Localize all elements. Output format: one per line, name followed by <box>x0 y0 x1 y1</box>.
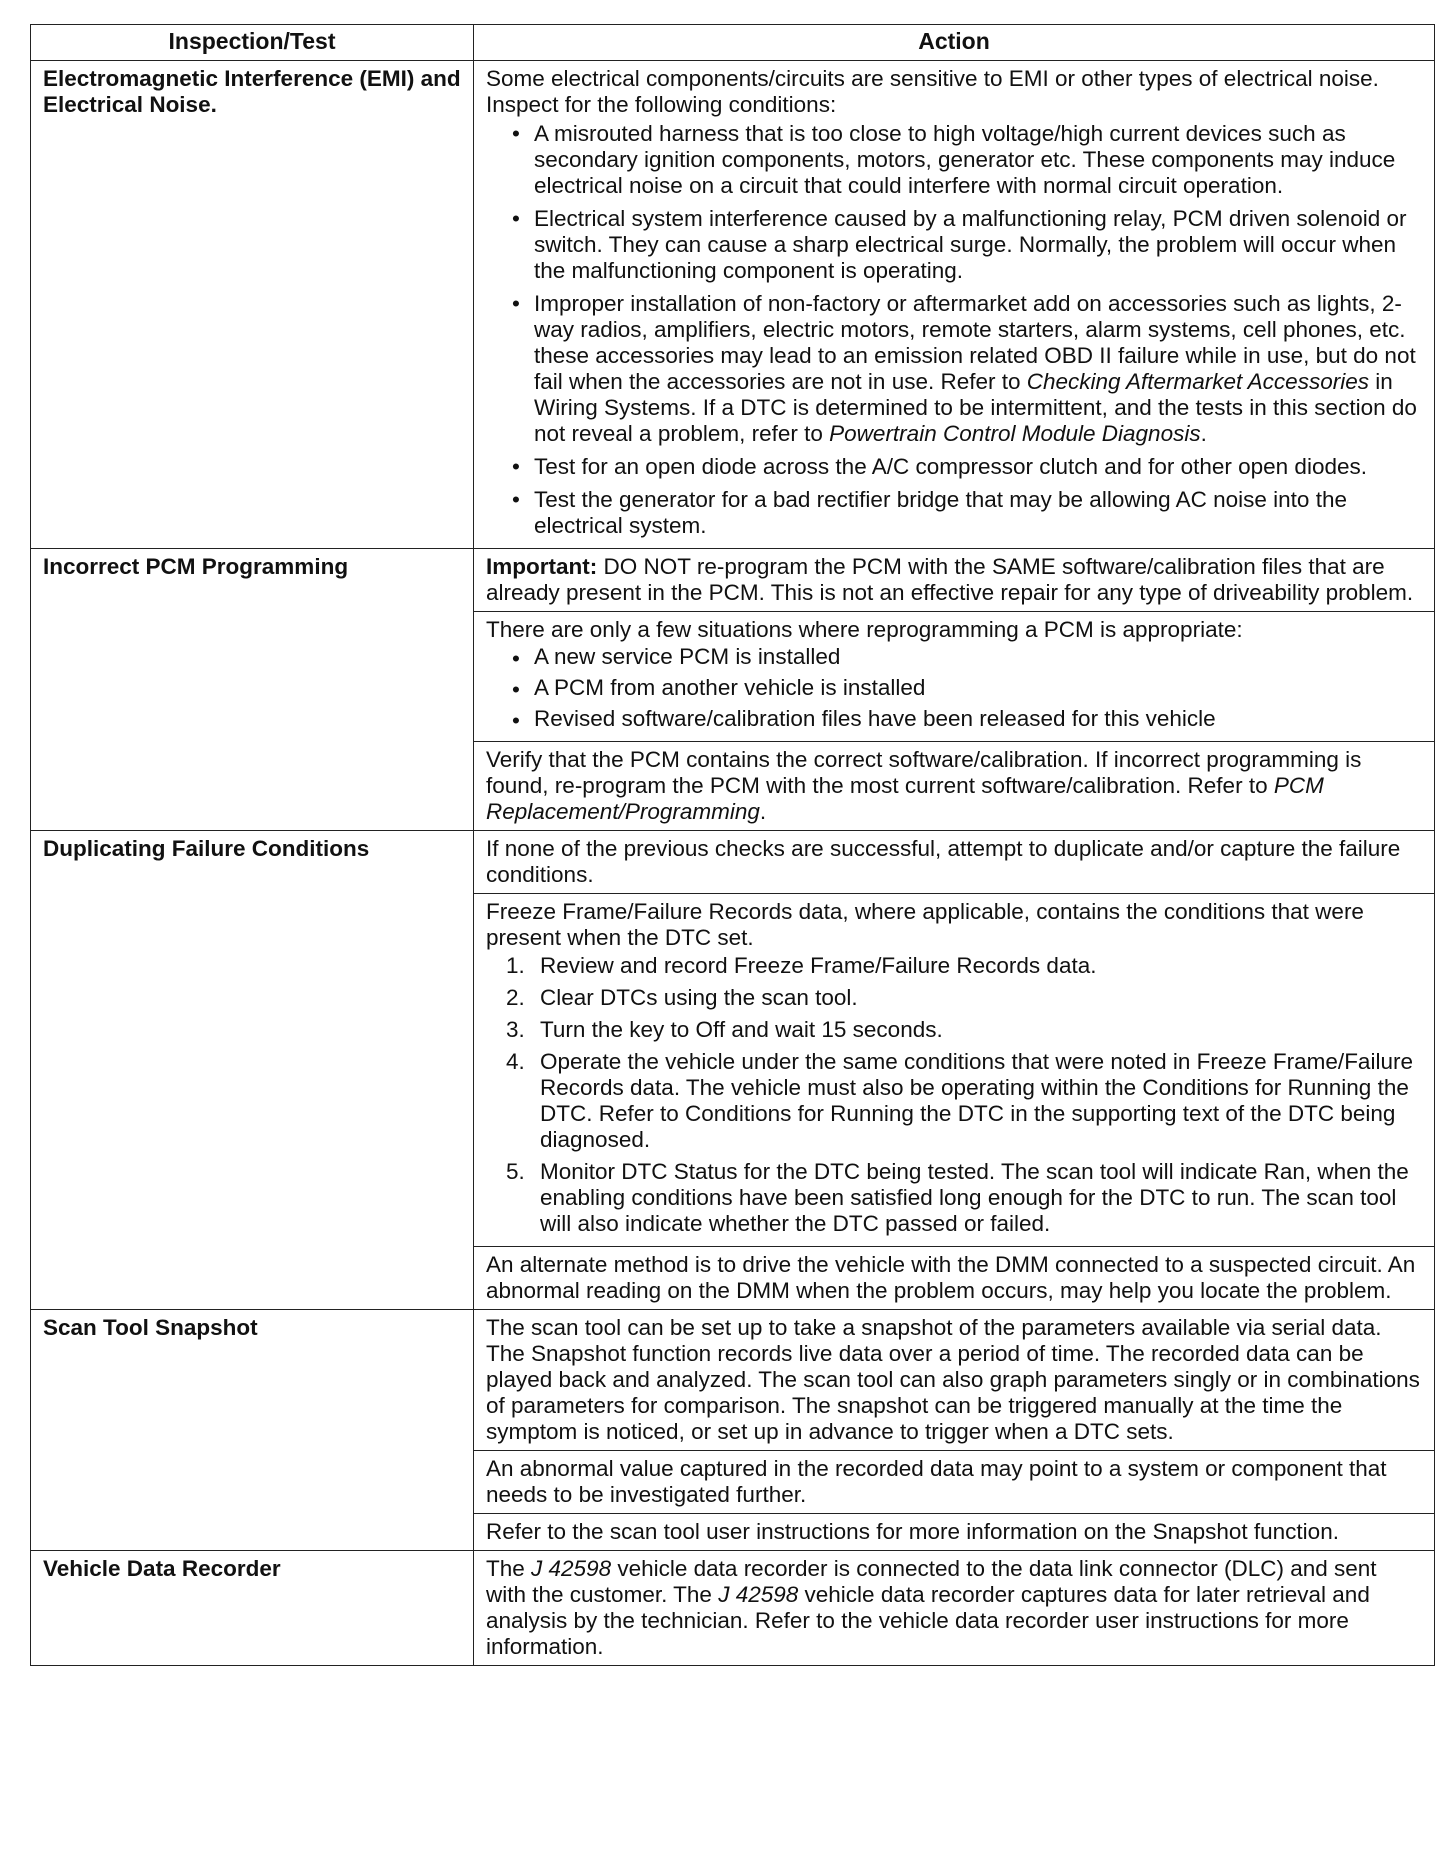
list-item: • A PCM from another vehicle is installed <box>486 674 1422 705</box>
dup-paragraph: Freeze Frame/Failure Records data, where applicable, contains the conditions that were present when the DTC set. <box>486 899 1364 950</box>
list-item: • A new service PCM is installed <box>486 643 1422 674</box>
aftermarket-accessories-reference: Checking Aftermarket Accessories <box>1026 369 1369 394</box>
text-run: . <box>759 799 767 824</box>
important-label: Important: <box>486 554 598 579</box>
pcm-situation-list <box>486 643 1422 736</box>
table-row <box>31 549 1435 831</box>
row-label-snapshot: Scan Tool Snapshot <box>31 1310 474 1551</box>
emi-intro: Some electrical components/circuits are sensitive to EMI or other types of electrical noise. Inspect for the following conditions: <box>486 66 1379 117</box>
pcm-situations-block <box>474 611 1434 741</box>
important-text: DO NOT re-program the PCM with the SAME software/calibration files that are already present in the PCM. This is not an effective repair for any type of driveability problem. <box>486 554 1414 605</box>
text-run: . <box>1200 421 1207 446</box>
inspection-table <box>30 24 1435 1666</box>
list-item: • Electrical system interference caused by a malfunctioning relay, PCM driven solenoid or switch. They can cause a sharp electrical surge. Normally, the problem will occur when the malfunctioning component is operating. <box>486 203 1422 288</box>
action-cell-recorder <box>474 1551 1435 1666</box>
row-label-pcm: Incorrect PCM Programming <box>31 549 474 831</box>
dup-block-1 <box>474 831 1434 893</box>
text-run: in Wiring Systems. If a DTC is determined to be intermittent, and the tests in this section do not reveal a problem, refer to <box>534 369 1417 446</box>
step-number: 1. <box>506 953 525 978</box>
text-run: vehicle data recorder captures data for later retrieval and analysis by the technician. Refer to the vehicle data recorder user instructions for more information. <box>486 1582 1370 1659</box>
emi-condition-list <box>486 118 1422 543</box>
list-item: • Test the generator for a bad rectifier bridge that may be allowing AC noise into the electrical system. <box>486 484 1422 543</box>
snap-paragraph: An abnormal value captured in the recorded data may point to a system or component that needs to be investigated further. <box>486 1456 1387 1507</box>
vdr-block <box>474 1551 1434 1665</box>
table-row <box>31 1310 1435 1551</box>
table-row <box>31 61 1435 549</box>
pcm-important-block <box>474 549 1434 611</box>
list-item: • Test for an open diode across the A/C compressor clutch and for other open diodes. <box>486 451 1422 484</box>
action-cell-emi <box>474 61 1435 549</box>
text-run: Verify that the PCM contains the correct software/calibration. If incorrect programming is found, re-program the PCM with the most current software/calibration. Refer to <box>486 747 1362 798</box>
dup-block-2 <box>474 893 1434 1246</box>
snap-paragraph: The scan tool can be set up to take a snapshot of the parameters available via serial data. The Snapshot function records live data over a period of time. The recorded data can be played back and analyzed. The scan tool can also graph parameters singly or in combinations of parameters for comparison. The snapshot can be triggered manually at the time the symptom is noticed, or set up in advance to trigger when a DTC sets. <box>486 1315 1420 1444</box>
pcm-verify-text <box>486 747 1422 825</box>
step-number: 3. <box>506 1017 525 1042</box>
text-run: Improper installation of non-factory or aftermarket add on accessories such as lights, 2-way radios, amplifiers, electric motors, remote starters, alarm systems, cell phones, etc. these accessories may lead to an emission related OBD II failure while in use, but do not fail when the accessories are not in use. Refer to <box>534 291 1416 394</box>
dup-block-3 <box>474 1246 1434 1309</box>
snap-paragraph: Refer to the scan tool user instructions for more information on the Snapshot function. <box>486 1519 1339 1544</box>
list-item: • Revised software/calibration files have been released for this vehicle <box>486 705 1422 736</box>
tool-number: J 42598 <box>718 1582 799 1607</box>
text-run: vehicle data recorder is connected to the data link connector (DLC) and sent with the customer. The <box>486 1556 1377 1607</box>
pcm-diagnosis-reference: Powertrain Control Module Diagnosis <box>829 421 1201 446</box>
list-item <box>486 983 1422 1015</box>
step-text: Review and record Freeze Frame/Failure Records data. <box>540 953 1097 978</box>
pcm-situations-intro: There are only a few situations where reprogramming a PCM is appropriate: <box>486 617 1243 642</box>
emi-block <box>474 61 1434 548</box>
pcm-replacement-reference: PCM Replacement/Programming <box>486 773 1324 824</box>
snap-block-1 <box>474 1310 1434 1450</box>
step-number: 5. <box>506 1159 525 1184</box>
dup-paragraph: An alternate method is to drive the vehicle with the DMM connected to a suspected circuit. An abnormal reading on the DMM when the problem occurs, may help you locate the problem. <box>486 1252 1416 1303</box>
step-text: Clear DTCs using the scan tool. <box>540 985 858 1010</box>
tool-number: J 42598 <box>531 1556 612 1581</box>
snap-block-3 <box>474 1513 1434 1550</box>
action-cell-duplicating <box>474 831 1435 1310</box>
list-item <box>486 951 1422 983</box>
step-text: Turn the key to Off and wait 15 seconds. <box>540 1017 943 1042</box>
action-cell-snapshot <box>474 1310 1435 1551</box>
step-number: 2. <box>506 985 525 1010</box>
row-label-recorder: Vehicle Data Recorder <box>31 1551 474 1666</box>
dup-steps-list <box>486 951 1422 1241</box>
table-row <box>31 831 1435 1310</box>
header-action: Action <box>474 25 1435 61</box>
list-item: • A misrouted harness that is too close to high voltage/high current devices such as secondary ignition components, motors, generator etc. These components may induce electrical noise on a circuit that could interfere with normal circuit operation. <box>486 118 1422 203</box>
step-text: Monitor DTC Status for the DTC being tested. The scan tool will indicate Ran, when the enabling conditions have been satisfied long enough for the DTC to run. The scan tool will also indicate whether the DTC passed or failed. <box>540 1159 1409 1236</box>
dup-paragraph: If none of the previous checks are successful, attempt to duplicate and/or capture the failure conditions. <box>486 836 1401 887</box>
list-item <box>486 288 1422 451</box>
table-row <box>31 1551 1435 1666</box>
snap-block-2 <box>474 1450 1434 1513</box>
list-item <box>486 1015 1422 1047</box>
action-cell-pcm <box>474 549 1435 831</box>
row-label-emi: Electromagnetic Interference (EMI) and Electrical Noise. <box>31 61 474 549</box>
row-label-duplicating: Duplicating Failure Conditions <box>31 831 474 1310</box>
table-header-row <box>31 25 1435 61</box>
text-run: The <box>486 1556 532 1581</box>
list-item <box>486 1157 1422 1241</box>
important-note <box>486 554 1422 606</box>
header-inspection-test: Inspection/Test <box>31 25 474 61</box>
pcm-verify-block <box>474 741 1434 830</box>
vdr-paragraph <box>486 1556 1422 1660</box>
list-item <box>486 1047 1422 1157</box>
step-number: 4. <box>506 1049 525 1074</box>
step-text: Operate the vehicle under the same conditions that were noted in Freeze Frame/Failure Records data. The vehicle must also be operating within the Conditions for Running the DTC. Refer to Conditions for Running the DTC in the supporting text of the DTC being diagnosed. <box>540 1049 1413 1152</box>
